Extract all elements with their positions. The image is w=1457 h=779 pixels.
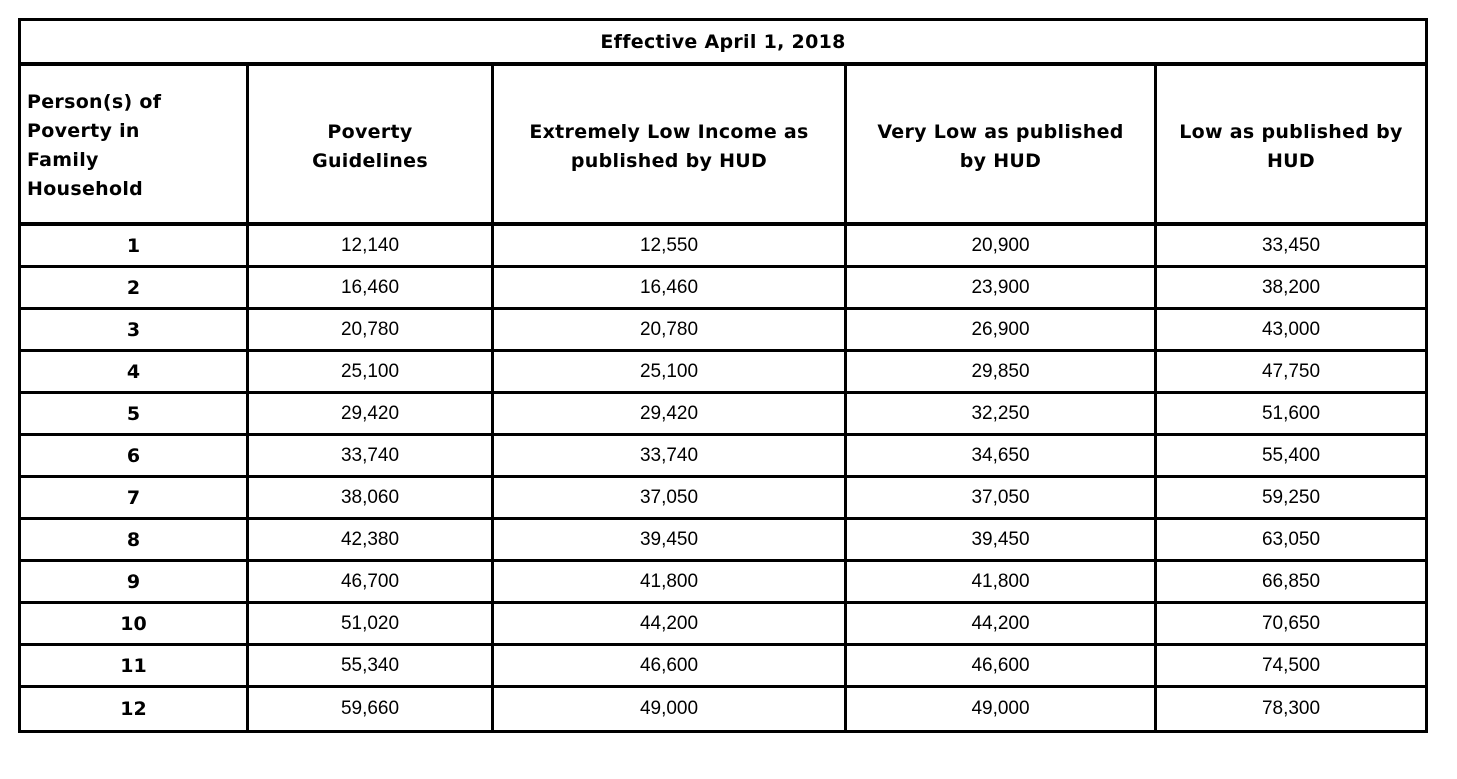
- low-cell: 33,450: [1157, 226, 1425, 268]
- extremely-low-cell: 44,200: [494, 604, 847, 646]
- extremely-low-cell: 37,050: [494, 478, 847, 520]
- poverty-guideline-cell: 25,100: [249, 352, 494, 394]
- very-low-cell: 41,800: [847, 562, 1157, 604]
- low-cell: 47,750: [1157, 352, 1425, 394]
- table-row: [21, 310, 1425, 352]
- extremely-low-cell: 39,450: [494, 520, 847, 562]
- header-household-size: [21, 66, 249, 226]
- household-size-cell: 7: [21, 478, 249, 520]
- header-line: published by HUD: [570, 150, 768, 172]
- title-row: [21, 21, 1425, 66]
- header-line: HUD: [1266, 150, 1315, 172]
- header-line: Extremely Low Income as: [529, 121, 809, 143]
- low-cell: 78,300: [1261, 698, 1321, 719]
- poverty-guideline-cell: 51,020: [249, 604, 494, 646]
- header-low-income: [1157, 66, 1425, 226]
- table-row: [21, 226, 1425, 268]
- household-size-cell: 11: [21, 646, 249, 688]
- low-cell: 59,250: [1157, 478, 1425, 520]
- extremely-low-cell: 20,780: [494, 310, 847, 352]
- table-row: [21, 520, 1425, 562]
- poverty-guideline-cell: 46,700: [249, 562, 494, 604]
- low-cell: 66,850: [1157, 562, 1425, 604]
- table-row: [21, 436, 1425, 478]
- household-size-cell: 4: [21, 352, 249, 394]
- extremely-low-cell: 41,800: [494, 562, 847, 604]
- household-size-cell: 8: [21, 520, 249, 562]
- household-size-cell: 6: [21, 436, 249, 478]
- income-limits-table: [18, 18, 1428, 733]
- very-low-cell: 26,900: [847, 310, 1157, 352]
- poverty-guideline-cell: 33,740: [249, 436, 494, 478]
- extremely-low-cell: 12,550: [494, 226, 847, 268]
- household-size-cell: 9: [21, 562, 249, 604]
- extremely-low-cell: 16,460: [494, 268, 847, 310]
- header-line: Low as published by: [1179, 121, 1403, 143]
- poverty-guideline-cell: 29,420: [249, 394, 494, 436]
- very-low-cell: 49,000: [847, 688, 1157, 730]
- extremely-low-cell: 33,740: [494, 436, 847, 478]
- table-row: [21, 688, 1425, 730]
- table-row: [21, 268, 1425, 310]
- table-row: [21, 352, 1425, 394]
- header-poverty-guidelines: [249, 66, 494, 226]
- poverty-guideline-cell: 55,340: [249, 646, 494, 688]
- extremely-low-cell: 29,420: [494, 394, 847, 436]
- header-row: [21, 66, 1425, 226]
- low-cell: 38,200: [1157, 268, 1425, 310]
- header-line: Very Low as published: [877, 121, 1124, 143]
- low-cell: 43,000: [1157, 310, 1425, 352]
- low-cell: 55,400: [1157, 436, 1425, 478]
- household-size-cell: 2: [21, 268, 249, 310]
- header-line: Person(s) of: [27, 91, 162, 113]
- table-row: [21, 604, 1425, 646]
- low-cell: 51,600: [1157, 394, 1425, 436]
- table-row: [21, 394, 1425, 436]
- poverty-guideline-cell: 12,140: [249, 226, 494, 268]
- poverty-guideline-cell: 59,660: [249, 688, 494, 730]
- poverty-guideline-cell: 42,380: [249, 520, 494, 562]
- poverty-guideline-cell: 38,060: [249, 478, 494, 520]
- very-low-cell: 32,250: [847, 394, 1157, 436]
- table-row: [21, 646, 1425, 688]
- extremely-low-cell: 46,600: [494, 646, 847, 688]
- header-very-low-income: [847, 66, 1157, 226]
- household-size-cell: 1: [21, 226, 249, 268]
- very-low-cell: 23,900: [847, 268, 1157, 310]
- household-size-cell: 5: [21, 394, 249, 436]
- header-line: by HUD: [959, 150, 1042, 172]
- header-line: Poverty in: [27, 120, 140, 142]
- low-cell: 70,650: [1157, 604, 1425, 646]
- header-line: Guidelines: [312, 150, 428, 172]
- low-cell: 74,500: [1157, 646, 1425, 688]
- header-line: Family: [27, 149, 99, 171]
- very-low-cell: 37,050: [847, 478, 1157, 520]
- very-low-cell: 20,900: [847, 226, 1157, 268]
- very-low-cell: 29,850: [847, 352, 1157, 394]
- very-low-cell: 34,650: [847, 436, 1157, 478]
- table-title: Effective April 1, 2018: [21, 21, 1425, 66]
- header-extremely-low-income: [494, 66, 847, 226]
- table-body: [21, 226, 1425, 730]
- very-low-cell: 46,600: [847, 646, 1157, 688]
- extremely-low-cell: 49,000: [494, 688, 847, 730]
- low-cell: 63,050: [1157, 520, 1425, 562]
- table-row: [21, 478, 1425, 520]
- table-row: [21, 562, 1425, 604]
- extremely-low-cell: 25,100: [494, 352, 847, 394]
- very-low-cell: 44,200: [847, 604, 1157, 646]
- poverty-guideline-cell: 16,460: [249, 268, 494, 310]
- header-line: Poverty: [327, 121, 413, 143]
- household-size-cell: 10: [21, 604, 249, 646]
- header-line: Household: [27, 178, 144, 200]
- household-size-cell: 12: [21, 688, 249, 730]
- very-low-cell: 39,450: [847, 520, 1157, 562]
- household-size-cell: 3: [21, 310, 249, 352]
- poverty-guideline-cell: 20,780: [249, 310, 494, 352]
